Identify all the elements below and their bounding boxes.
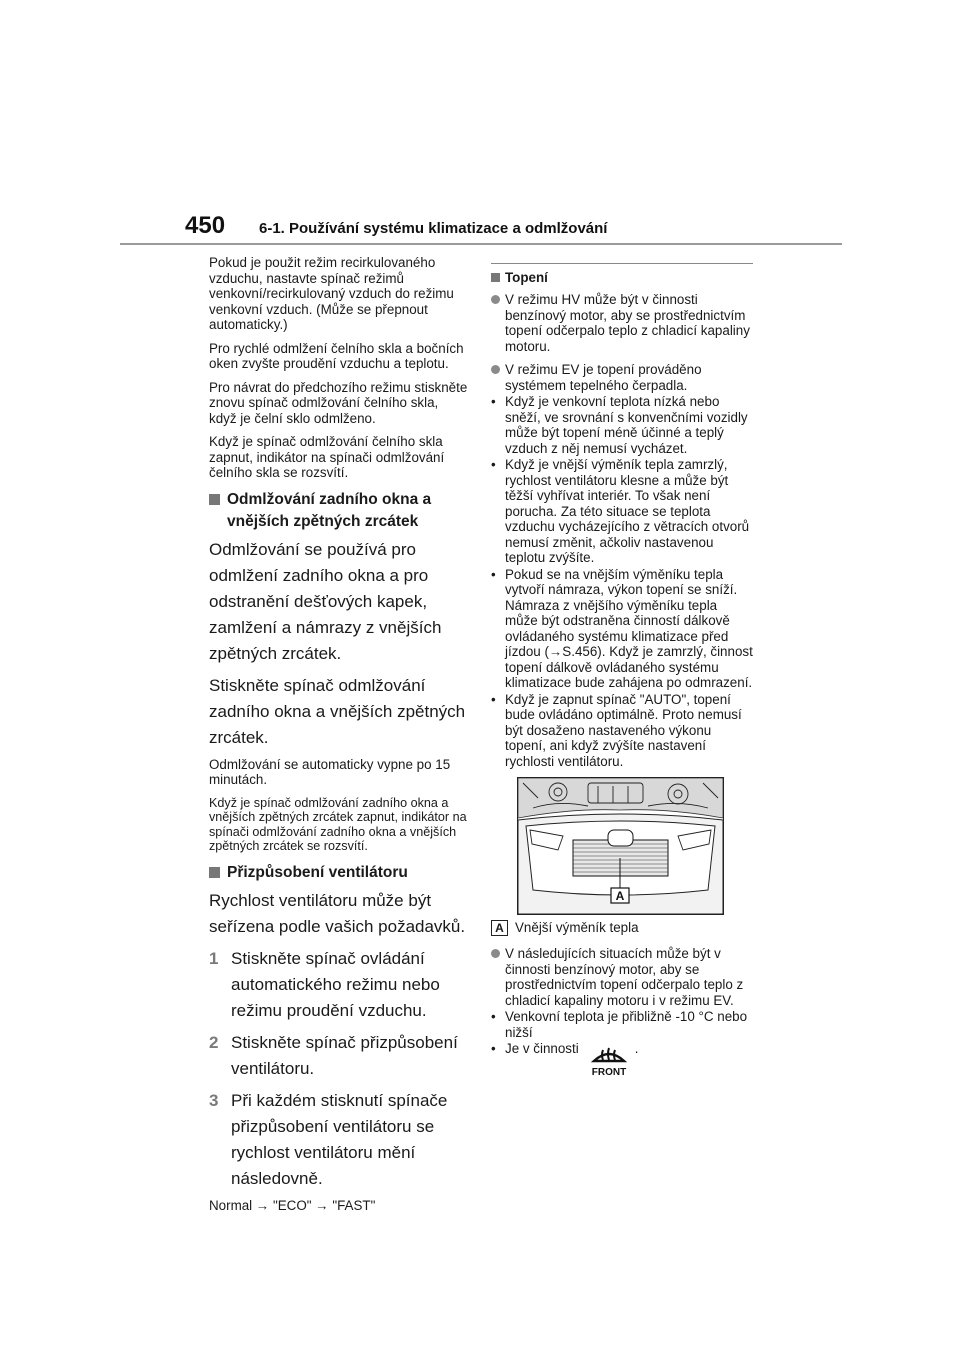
step-item	[209, 1030, 469, 1082]
divider	[491, 263, 753, 264]
bullet-text: V režimu EV je topení prováděno systémem tepelného čerpadla.	[505, 362, 702, 393]
caption-text: Vnější výměník tepla	[515, 920, 639, 935]
sub-bullet-item	[491, 1041, 753, 1085]
step-text: Stiskněte spínač ovládání automatického režimu nebo režimu proudění vzduchu.	[231, 948, 440, 1020]
square-bullet-icon	[209, 867, 220, 878]
round-bullet-icon	[491, 365, 500, 374]
sub-bullet-text: Když je vnější výměník tepla zamrzlý, rychlost ventilátoru klesne a může být těžší vyhřívat interiér. To však není porucha. Za této situace se teplota vzduchu vycházejícího z větracích otvorů nemusí změnit, ačkoliv nastavenou teplotu zvýšíte.	[505, 457, 750, 565]
bullet-item	[491, 946, 753, 1008]
heat-exchanger-illustration	[517, 777, 724, 915]
header-rule	[120, 243, 842, 245]
sub-bullet-icon: •	[491, 1041, 496, 1056]
heading-text: Topení	[505, 270, 548, 285]
paragraph: Pokud je použit režim recirkulovaného vzduchu, nastavte spínač režimů venkovní/recirkulovaný vzduch do režimu venkovní vzduch. (Může se přepnout automaticky.)	[209, 255, 454, 332]
square-bullet-icon	[209, 494, 220, 505]
heading-rear-defogger	[209, 489, 469, 533]
page-header	[185, 212, 607, 240]
paragraph: Rychlost ventilátoru může být seřízena podle vašich požadavků.	[209, 890, 466, 936]
bullet-item	[491, 292, 753, 354]
heading-text: Odmlžování zadního okna a vnějších zpětných zrcátek	[227, 490, 432, 530]
engine-bay-drawing	[518, 778, 723, 914]
sub-bullet-icon: •	[491, 394, 496, 409]
step-item	[209, 946, 469, 1024]
sub-bullet-icon: •	[491, 457, 496, 472]
paragraph: Pro návrat do předchozího režimu stiskněte znovu spínač odmlžování čelního skla, když je čelní sklo odmlženo.	[209, 379, 468, 426]
step-text: Při každém stisknutí spínače přizpůsobení ventilátoru se rychlost ventilátoru mění následovně.	[231, 1090, 448, 1188]
sub-bullet-text: Je v činnosti	[505, 1041, 579, 1056]
heading-fan	[209, 862, 469, 884]
bullet-text: V režimu HV může být v činnosti benzínový motor, aby se prostřednictvím topení odčerpalo teplo z chladicí kapaliny motoru.	[505, 292, 750, 354]
page-number: 450	[185, 212, 226, 239]
sub-bullet-item	[491, 567, 753, 691]
sub-bullet-text: Když je zapnut spínač "AUTO", topení bude ovládáno optimálně. Proto nemusí být dosaženo nastaveného výkonu topení, ani když zvýšíte nastavení rychlosti ventilátoru.	[505, 691, 742, 769]
sub-bullet-text: Pokud se na vnějším výměníku tepla vytvoří námraza, výkon topení se sníží. Námraza z vnějšího výměníku tepla může být odstraněna činností dálkově ovládaného systému klimatizace před jízdou (→S.456). Když je zamrzlý, činnost topení dálkově ovládaného systému klimatizace bude zahájena po odmrazení.	[505, 566, 753, 690]
step-text: Stiskněte spínač přizpůsobení ventilátoru.	[231, 1032, 458, 1078]
heading-text: Přizpůsobení ventilátoru	[227, 863, 408, 881]
bullet-text: V následujících situacích může být v činnosti benzínový motor, aby se prostřednictvím topení odčerpalo teplo z chladicí kapaliny motoru i v režimu EV.	[505, 946, 744, 1008]
figure-caption	[491, 920, 753, 936]
paragraph: Když je spínač odmlžování čelního skla zapnut, indikátor na spínači odmlžování čelního skla se rozsvítí.	[209, 434, 445, 480]
step-item	[209, 1088, 469, 1192]
square-bullet-icon	[491, 273, 500, 282]
round-bullet-icon	[491, 949, 500, 958]
bullet-item	[491, 362, 753, 393]
sub-bullet-item	[491, 1009, 753, 1040]
sub-bullet-item	[491, 692, 753, 770]
step-number: 1	[209, 948, 219, 968]
sub-bullet-item	[491, 394, 753, 456]
figure-label-a: A	[615, 889, 625, 903]
front-icon-text: FRONT	[591, 1067, 626, 1078]
left-column	[209, 255, 469, 1221]
paragraph: Stiskněte spínač odmlžování zadního okna a vnějších zpětných zrcátek.	[209, 675, 466, 747]
sub-bullet-icon: •	[491, 566, 496, 582]
sub-bullet-icon: •	[491, 1009, 496, 1024]
step-number: 3	[209, 1090, 219, 1110]
paragraph: Pro rychlé odmlžení čelního skla a bočních oken zvyšte proudění vzduchu a teplotu.	[209, 340, 464, 371]
right-column	[491, 255, 753, 1086]
fan-modes: Normal → "ECO" → "FAST"	[209, 1197, 376, 1213]
caption-badge: A	[491, 920, 508, 936]
paragraph: Odmlžování se používá pro odmlžení zadního okna a pro odstranění dešťových kapek, zamlžení a námrazy z vnějších zpětných zrcátek.	[209, 539, 442, 663]
sub-bullet-text: Když je venkovní teplota nízká nebo sněží, ve srovnání s konvenčními vozidly může být topení méně účinné a teplý vzduch z něj nemusí vycházet.	[505, 394, 748, 456]
step-number: 2	[209, 1032, 219, 1052]
heading-heating	[491, 270, 753, 286]
paragraph: Když je spínač odmlžování zadního okna a vnějších zpětných zrcátek zapnut, indikátor na spínači odmlžování zadního okna a vnějších zpětných zrcátek se rozsvítí.	[209, 795, 467, 853]
trailing-period: .	[634, 1041, 639, 1056]
sub-bullet-text: Venkovní teplota je přibližně -10 °C nebo nižší	[505, 1009, 748, 1040]
round-bullet-icon	[491, 295, 500, 304]
section-title: 6-1. Používání systému klimatizace a odmlžování	[259, 220, 608, 237]
front-defroster-icon	[589, 1041, 629, 1085]
paragraph: Odmlžování se automaticky vypne po 15 minutách.	[209, 756, 451, 787]
sub-bullet-item	[491, 457, 753, 566]
sub-bullet-icon: •	[491, 691, 496, 707]
